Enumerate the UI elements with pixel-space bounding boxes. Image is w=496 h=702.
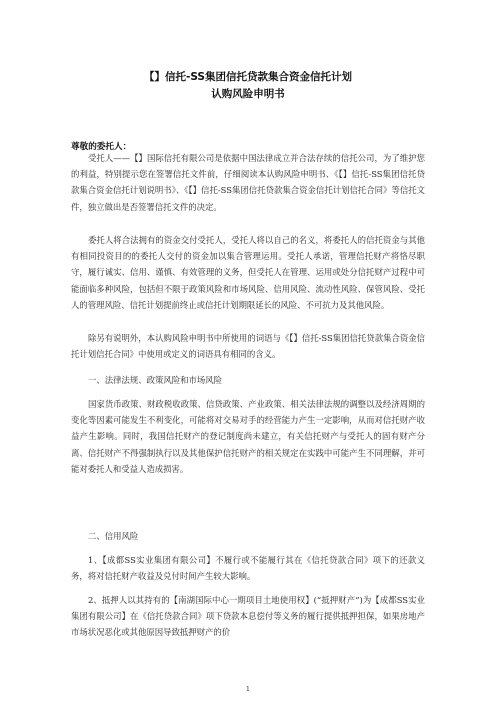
section-heading-credit-risk: 二、信用风险 xyxy=(88,531,139,541)
page-number: 1 xyxy=(245,685,251,693)
credit-risk-item-2: 2、抵押人以其持有的【南湖国际中心一期项目土地使用权】(“抵押财产”)为【成都SS实业集团有限公司】在《信托贷款合同》项下贷款本息偿付等义务的履行提供抵押担保，如果房地产市场状况恶化或其他原因导致抵押财产的价 xyxy=(71,595,425,638)
credit-risk-item-1: 1、【成都SS实业集团有限公司】不履行或不能履行其在《信托贷款合同》项下的还款义务，将对信托财产收益及兑付时间产生较大影响。 xyxy=(71,555,425,582)
paragraph-intro: 受托人——【】国际信托有限公司是依据中国法律成立并合法存续的信托公司，为了维护您的利益，特别提示您在签署信托文件前，仔细阅读本认购风险申明书、《【】信托-SS集团信托贷款集合资金信托计划说明书》、《【】信托-SS集团信托贷款集合资金信托计划信托合同》等信托文件，独立做出是否签署信托文件的决定。 xyxy=(71,153,425,212)
document-title-line-1: 【】信托-SS集团信托贷款集合资金信托计划 xyxy=(143,71,352,83)
section-heading-legal-policy-market-risk: 一、法律法规、政策风险和市场风险 xyxy=(88,375,222,385)
paragraph-legal-policy-market-risk: 国家货币政策、财政税收政策、信贷政策、产业政策、相关法律法规的调整以及经济周期的变化等因素可能发生不利变化，可能将对交易对手的经营能力产生一定影响，从而对信托财产收益产生影响。同时，我国信托财产的登记制度尚未建立，有关信托财产与受托人的固有财产分离、信托财产不得强制执行以及其他保护信托财产的相关规定在实践中可能产生不同理解，并可能对委托人和受益人造成损害。 xyxy=(71,399,425,474)
document-title-line-2: 认购风险申明书 xyxy=(211,88,285,100)
salutation: 尊敬的委托人： xyxy=(71,142,132,152)
paragraph-definitions: 除另有说明外，本认购风险申明书中所使用的词语与《【】信托-SS集团信托贷款集合资金信托计划信托合同》中使用或定义的词语具有相同的含义。 xyxy=(71,333,425,360)
paragraph-management: 委托人将合法拥有的资金交付受托人，受托人将以自己的名义，将委托人的信托资金与其他有相同投资目的的委托人交付的资金加以集合管理运用。受托人承诺，管理信托财产将恪尽职守，履行诚实、信用、谨慎、有效管理的义务，但受托人在管理、运用或处分信托财产过程中可能面临多种风险，包括但不限于政策风险和市场风险、信用风险、流动性风险、保管风险、受托人的管理风险、信托计划提前终止或信托计划期限延长的风险、不可抗力及其他风险。 xyxy=(71,235,425,310)
